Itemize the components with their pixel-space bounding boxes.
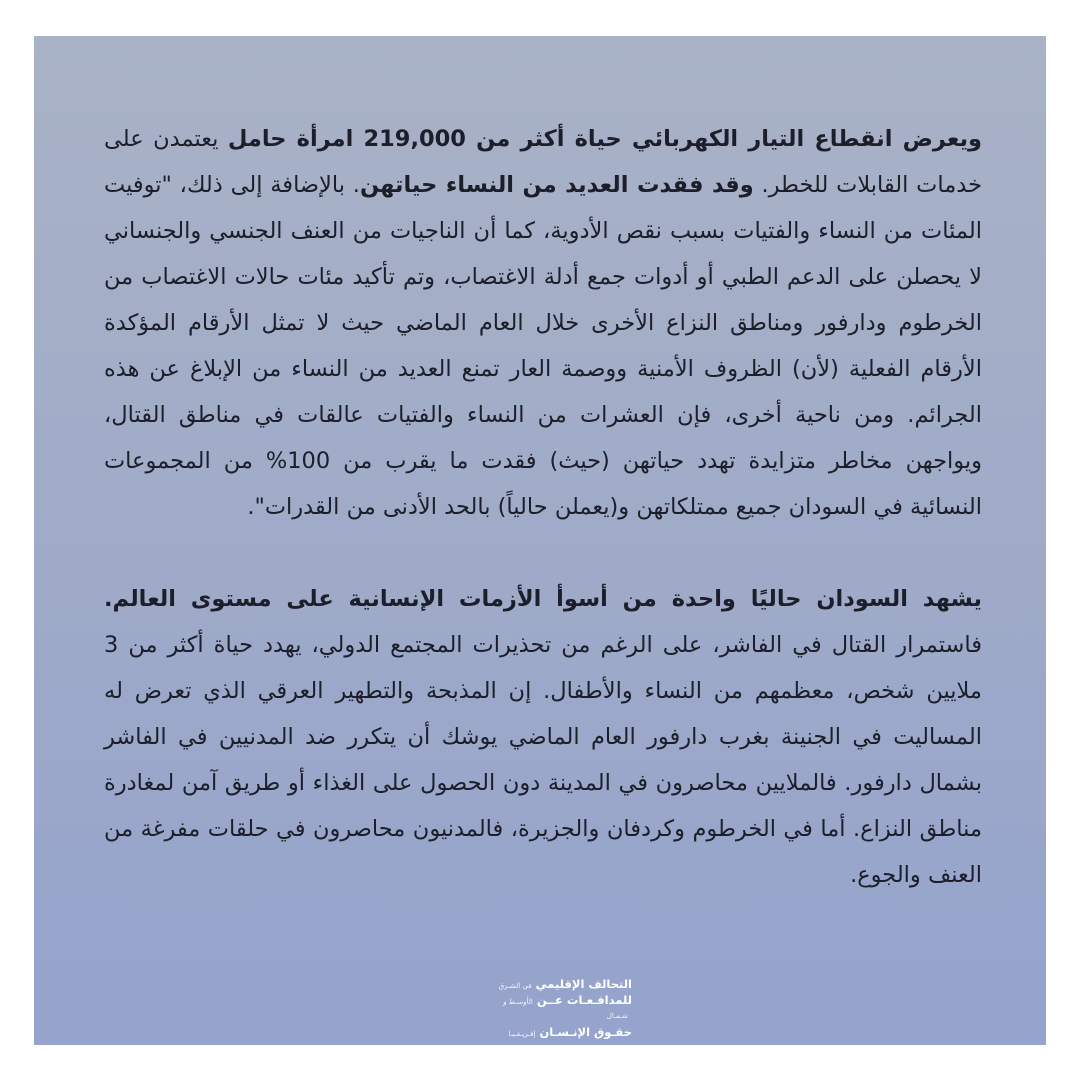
logo-line-1-main: التحالف الإقليمي	[535, 977, 632, 991]
paragraph1-text-a: يعتمدن على خدمات القابلات للخطر.	[104, 126, 982, 198]
paragraph2-bold-lead: يشهد السودان حاليًا واحدة من أسوأ الأزمات الإنسانية على مستوى العالم.	[104, 586, 982, 612]
logo-line-4-main: حقـوق الإنـسـان	[539, 1025, 632, 1039]
paragraph-humanitarian-crisis	[104, 576, 982, 898]
logo-line-1-small: في الشـرق	[498, 982, 532, 990]
paragraph1-bold-deaths: وقد فقدت العديد من النساء حياتهن	[359, 172, 754, 198]
paragraph-electricity-pregnancy	[104, 116, 982, 530]
logo-line-3	[452, 1008, 632, 1024]
logo-line-3-small: شـمـال	[606, 1012, 628, 1020]
coalition-logo	[452, 976, 632, 1040]
paragraph1-text-b: . بالإضافة إلى ذلك، "توفيت المئات من النساء والفتيات بسبب نقص الأدوية، كما أن الناجيات من العنف الجنسي والجنساني لا يحصلن على الدعم الطبي أو أدوات جمع أدلة الاغتصاب، وتم تأكيد مئات حالات الاغتصاب من الخرطوم ودارفور ومناطق النزاع الأخرى خلال العام الماضي حيث لا تمثل الأرقام المؤكدة الأرقام الفعلية (لأن) الظروف الأمنية ووصمة العار تمنع العديد من النساء من الإبلاغ عن هذه الجرائم. ومن ناحية أخرى، فإن العشرات من النساء والفتيات عالقات في مناطق القتال، ويواجهن مخاطر متزايدة تهدد حياتهن (حيث) فقدت ما يقرب من 100% من المجموعات النسائية في السودان جميع ممتلكاتهن و(يعملن حالياً) بالحد الأدنى من القدرات".	[104, 172, 982, 520]
logo-line-4	[452, 1024, 632, 1040]
logo-line-2	[452, 992, 632, 1008]
content-card	[34, 36, 1046, 1045]
logo-line-4-small: إفـريـقـيـا	[508, 1030, 536, 1038]
paragraph1-bold-lead: ويعرض انقطاع التيار الكهربائي حياة أكثر من 219,000 امرأة حامل	[227, 126, 983, 152]
paragraph2-text: فاستمرار القتال في الفاشر، على الرغم من تحذيرات المجتمع الدولي، يهدد حياة أكثر من 3 ملايين شخص، معظمهم من النساء والأطفال. إن المذبحة والتطهير العرقي الذي تعرض له المساليت في الجنينة بغرب دارفور العام الماضي يوشك أن يتكرر ضد المدنيين في الفاشر بشمال دارفور. فالملايين محاصرون في المدينة دون الحصول على الغذاء أو طريق آمن لمغادرة مناطق النزاع. أما في الخرطوم وكردفان والجزيرة، فالمدنيون محاصرون في حلقات مفرغة من العنف والجوع.	[104, 632, 982, 888]
article-body	[104, 116, 982, 898]
logo-line-2-small: الأوسـط و	[503, 998, 533, 1006]
logo-line-1	[452, 976, 632, 992]
logo-line-2-main: للمدافـعـات عــن	[536, 993, 632, 1007]
